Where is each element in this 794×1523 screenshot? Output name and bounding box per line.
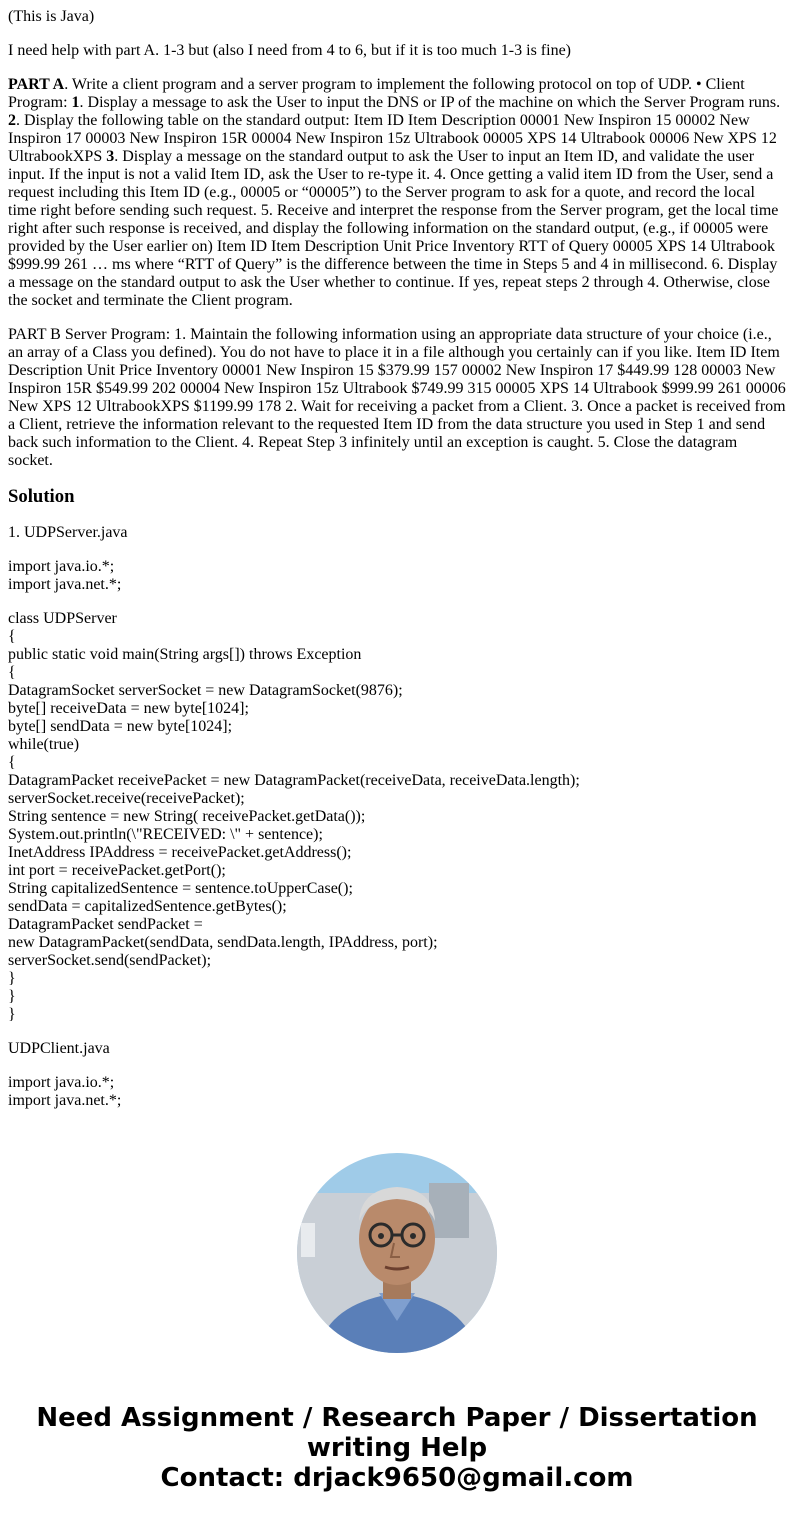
part-a-paragraph [8, 76, 786, 310]
contact-banner [0, 1403, 794, 1493]
code-line: System.out.println(\"RECEIVED: \" + sentence); [8, 826, 323, 843]
client-file-title: UDPClient.java [8, 1040, 110, 1057]
code-line: sendData = capitalizedSentence.getBytes(); [8, 898, 287, 915]
banner-line-1: Need Assignment / Research Paper / Dissertation [36, 1403, 758, 1433]
code-line: { [8, 628, 16, 645]
step-number-2: 2 [8, 112, 16, 129]
part-a-text-3: . Display the following table on the standard output: Item ID Item Description 00001 New Inspiron 15 00002 New Inspiron 17 00003 New Inspiron 15R 00004 New Inspiron 15z Ultrabook 00005 XPS 14 Ultrabook 00006 New XPS 12 UltrabookXPS [8, 112, 777, 165]
code-line: public static void main(String args[]) throws Exception [8, 646, 362, 663]
wall-panel [429, 1183, 469, 1238]
code-line: import java.io.*; [8, 1074, 115, 1091]
code-line: byte[] receiveData = new byte[1024]; [8, 700, 249, 717]
code-line: while(true) [8, 736, 80, 753]
step-number-1: 1 [71, 94, 80, 111]
part-b-paragraph: PART B Server Program: 1. Maintain the following information using an appropriate data structure of your choice (i.e., an array of a Class you defined). You do not have to place it in a file although you certainly can if you like. Item ID Item Description Unit Price Inventory 00001 New Inspiron 15 $379.99 157 00002 New Inspiron 17 $449.99 128 00003 New Inspiron 15R $549.99 202 00004 New Inspiron 15z Ultrabook $749.99 315 00005 XPS 14 Ultrabook $999.99 261 00006 New XPS 12 UltrabookXPS $1199.99 178 2. Wait for receiving a packet from a Client. 3. Once a packet is received from a Client, retrieve the information relevant to the requested Item ID from the data structure you used in Step 1 and send back such information to the Client. 4. Repeat Step 3 infinitely until an exception is caught. 5. Close the datagram socket. [8, 326, 786, 469]
code-line: serverSocket.send(sendPacket); [8, 952, 212, 969]
code-line: import java.net.*; [8, 1092, 122, 1109]
eye-right [410, 1233, 416, 1239]
code-line: DatagramPacket sendPacket = [8, 916, 203, 933]
part-a-label: PART A [8, 76, 65, 93]
document-body [8, 8, 786, 1126]
code-line: } [8, 1006, 16, 1023]
author-avatar [297, 1153, 497, 1353]
banner-line-2: writing Help [306, 1433, 488, 1463]
code-line: { [8, 664, 16, 681]
part-a-text-1: . Write a client program and a server program to implement the following protocol on top of UDP. • Client Program: [8, 76, 745, 111]
code-line: int port = receivePacket.getPort(); [8, 862, 226, 879]
code-line: serverSocket.receive(receivePacket); [8, 790, 245, 807]
code-line: InetAddress IPAddress = receivePacket.getAddress(); [8, 844, 352, 861]
wall-switch [301, 1223, 315, 1257]
code-line: import java.net.*; [8, 576, 122, 593]
server-file-title: 1. UDPServer.java [8, 524, 128, 541]
code-line: byte[] sendData = new byte[1024]; [8, 718, 233, 735]
person-portrait-icon [297, 1153, 497, 1353]
client-imports [8, 1074, 786, 1110]
banner-contact-line: Contact: drjack9650@gmail.com [160, 1463, 634, 1493]
code-line: { [8, 754, 16, 771]
code-line: String sentence = new String( receivePacket.getData()); [8, 808, 366, 825]
code-line: String capitalizedSentence = sentence.toUpperCase(); [8, 880, 353, 897]
code-line: import java.io.*; [8, 558, 115, 575]
step-number-3: 3 [106, 148, 115, 165]
code-line: DatagramSocket serverSocket = new DatagramSocket(9876); [8, 682, 403, 699]
eye-left [378, 1233, 384, 1239]
code-line: class UDPServer [8, 610, 117, 627]
server-imports [8, 558, 786, 594]
code-line: } [8, 988, 16, 1005]
code-line: } [8, 970, 16, 987]
part-a-text-4: . Display a message on the standard output to ask the User to input an Item ID, and validate the user input. If the input is not a valid Item ID, ask the User to re-type it. 4. Once getting a valid item ID from the User, send a request including this Item ID (e.g., 00005 or “00005”) to the Server program to ask for a quote, and record the local time right before sending such request. 5. Receive and interpret the response from the Server program, get the local time right after such response is received, and display the following information on the standard output, (e.g., if 00005 were provided by the User earlier on) Item ID Item Description Unit Price Inventory RTT of Query 00005 XPS 14 Ultrabook $999.99 261 … ms where “RTT of Query” is the difference between the time in Steps 5 and 4 in millisecond. 6. Display a message on the standard output to ask the User whether to continue. If yes, repeat steps 2 through 4. Otherwise, close the socket and terminate the Client program. [8, 148, 779, 309]
solution-heading: Solution [8, 486, 75, 507]
part-a-text-2: . Display a message to ask the User to input the DNS or IP of the machine on which the Server Program runs. [79, 94, 781, 111]
code-line: new DatagramPacket(sendData, sendData.length, IPAddress, port); [8, 934, 438, 951]
code-line: DatagramPacket receivePacket = new DatagramPacket(receiveData, receiveData.length); [8, 772, 580, 789]
question-intro: (This is Java) [8, 8, 95, 25]
server-code [8, 610, 786, 1024]
question-request: I need help with part A. 1-3 but (also I need from 4 to 6, but if it is too much 1-3 is fine) [8, 42, 571, 59]
